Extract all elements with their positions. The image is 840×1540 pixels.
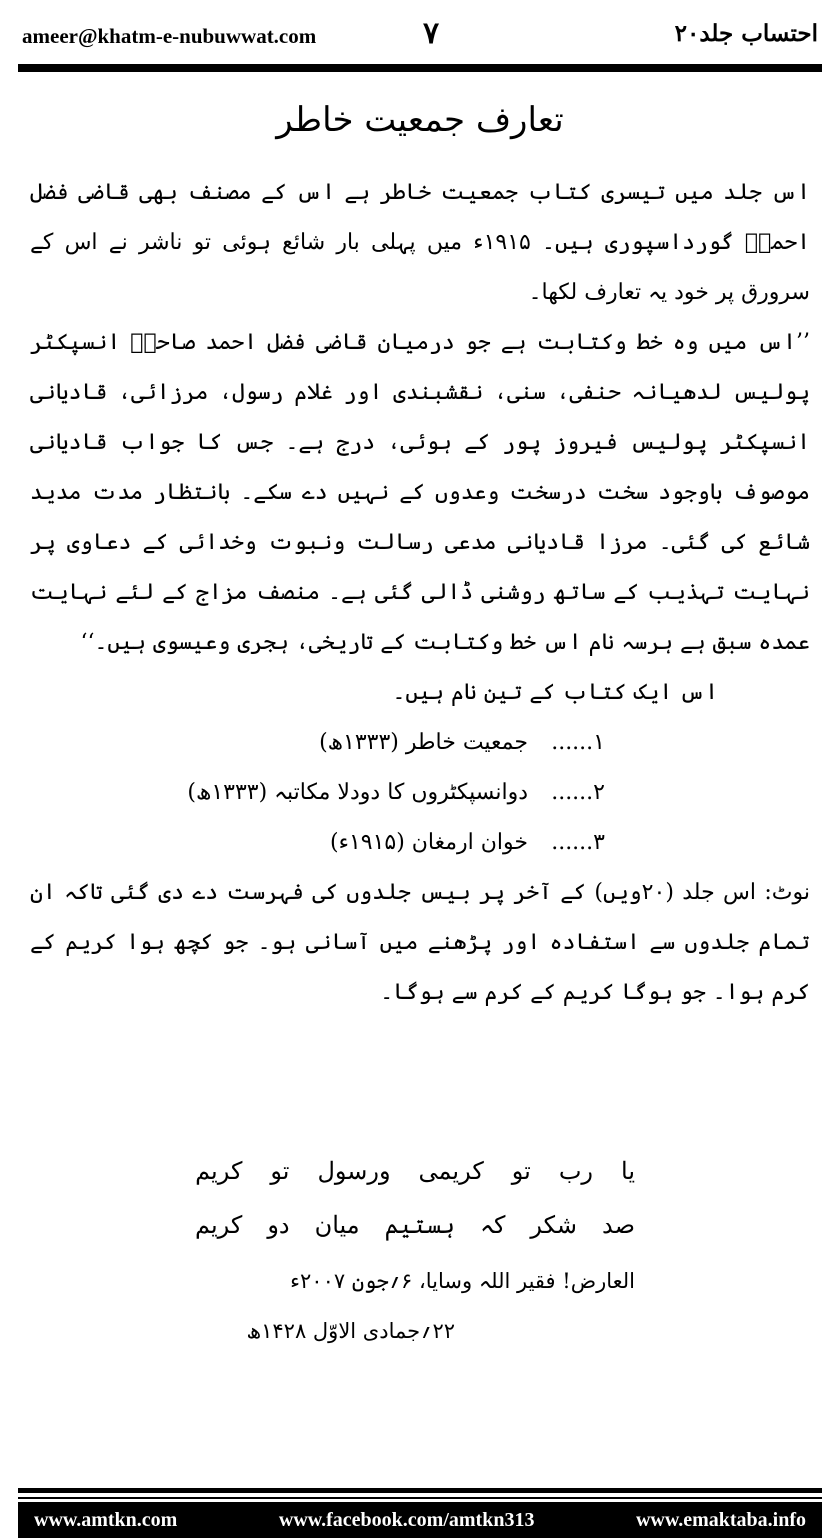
list-item-text: خوان ارمغان (۱۹۱۵ء)	[330, 830, 528, 855]
signature-line: العارض! فقیر اللہ وسایا، ۶؍جون ۲۰۰۷ء	[290, 1269, 635, 1293]
page-number: ۷	[423, 16, 440, 51]
verse-word: تو	[270, 1157, 290, 1185]
verse-word: ہستیم	[384, 1211, 455, 1239]
page-title: تعارف جمعیت خاطر	[276, 100, 564, 140]
quote-paragraph: ’’اس میں وہ خط وکتابت ہے جو درمیان قاضی فضل احمد صاحبؒ انسپکٹر پولیس لدھیانہ حنفی، سنی، نقشبندی اور غلام رسول، مرزائی، قادیانی انسپکٹر پولیس فیروز پور کے ہوئی، درج ہے۔ جس کا جواب قادیانی موصوف باوجود سخت درسخت وعدوں کے نہیں دے سکے۔ بانتظار مدت مدید شائع کی گئی۔ مرزا قادیانی مدعی رسالت ونبوت وخدائی کے دعاوی پر نہایت تہذیب کے ساتھ روشنی ڈالی گئی ہے۔ منصف مزاج کے لئے نہایت عمدہ سبق ہے ہرسہ نام اس خط وکتابت کے تاریخی، ہجری وعیسوی ہیں۔‘‘	[30, 330, 810, 655]
main-content	[30, 168, 810, 1018]
verse-word: کہ	[479, 1211, 506, 1239]
book-title: احتساب جلد۲۰	[674, 20, 818, 47]
list-item	[30, 768, 810, 818]
verse-word: دو	[267, 1211, 290, 1239]
footer-divider	[18, 1488, 822, 1493]
names-intro: اس ایک کتاب کے تین نام ہیں۔	[392, 680, 718, 705]
verse-word: کریم	[195, 1211, 243, 1239]
names-list	[30, 718, 810, 868]
verse-word: یا	[621, 1157, 635, 1185]
verse-word: کریمی	[418, 1157, 484, 1185]
closing-verse	[195, 1144, 635, 1252]
verse-word: شکر	[530, 1211, 578, 1239]
list-item-text: جمعیت خاطر (۱۳۳۳ھ)	[319, 730, 528, 755]
list-item-text: دوانسپکٹروں کا دودلا مکاتبہ (۱۳۳۳ھ)	[187, 780, 528, 805]
verse-word: تو	[511, 1157, 531, 1185]
verse-word: رب	[558, 1157, 594, 1185]
list-item-number: ۳......	[551, 830, 605, 855]
verse-line-1	[195, 1144, 635, 1198]
page-footer	[18, 1502, 822, 1538]
header-divider	[18, 64, 822, 72]
note-paragraph: نوٹ: اس جلد (۲۰ویں) کے آخر پر بیس جلدوں کی فہرست دے دی گئی تاکہ ان تمام جلدوں سے استفادہ اور پڑھنے میں آسانی ہو۔ جو کچھ ہوا کریم کے کرم ہوا۔ جو ہوگا کریم کے کرم سے ہوگا۔	[30, 880, 810, 1005]
page-header	[18, 14, 822, 60]
intro-paragraph: اس جلد میں تیسری کتاب جمعیت خاطر ہے اس کے مصنف بھی قاضی فضل احمدؒ گورداسپوری ہیں۔ ۱۹۱۵ء میں پہلی بار شائع ہوئی تو ناشر نے اس کے سرورق پر خود یہ تعارف لکھا۔	[30, 180, 811, 305]
verse-word: صد	[602, 1211, 635, 1239]
footer-link-facebook[interactable]: www.facebook.com/amtkn313	[278, 1508, 535, 1531]
signature-block	[246, 1256, 635, 1356]
footer-divider-thin	[18, 1497, 822, 1499]
list-item	[30, 818, 810, 868]
verse-word: میان	[314, 1211, 360, 1239]
list-item-number: ۱......	[551, 730, 605, 755]
list-item-number: ۲......	[551, 780, 605, 805]
footer-link-emaktaba[interactable]: www.emaktaba.info	[635, 1508, 806, 1531]
verse-line-2	[195, 1198, 635, 1252]
list-item	[30, 718, 810, 768]
hijri-date: ۲۲؍جمادی الاوّل ۱۴۲۸ھ	[246, 1319, 455, 1343]
header-email[interactable]: ameer@khatm-e-nubuwwat.com	[22, 24, 317, 48]
footer-link-amtkn[interactable]: www.amtkn.com	[34, 1508, 178, 1531]
verse-word: کریم	[195, 1157, 243, 1185]
verse-word: ورسول	[317, 1157, 391, 1185]
